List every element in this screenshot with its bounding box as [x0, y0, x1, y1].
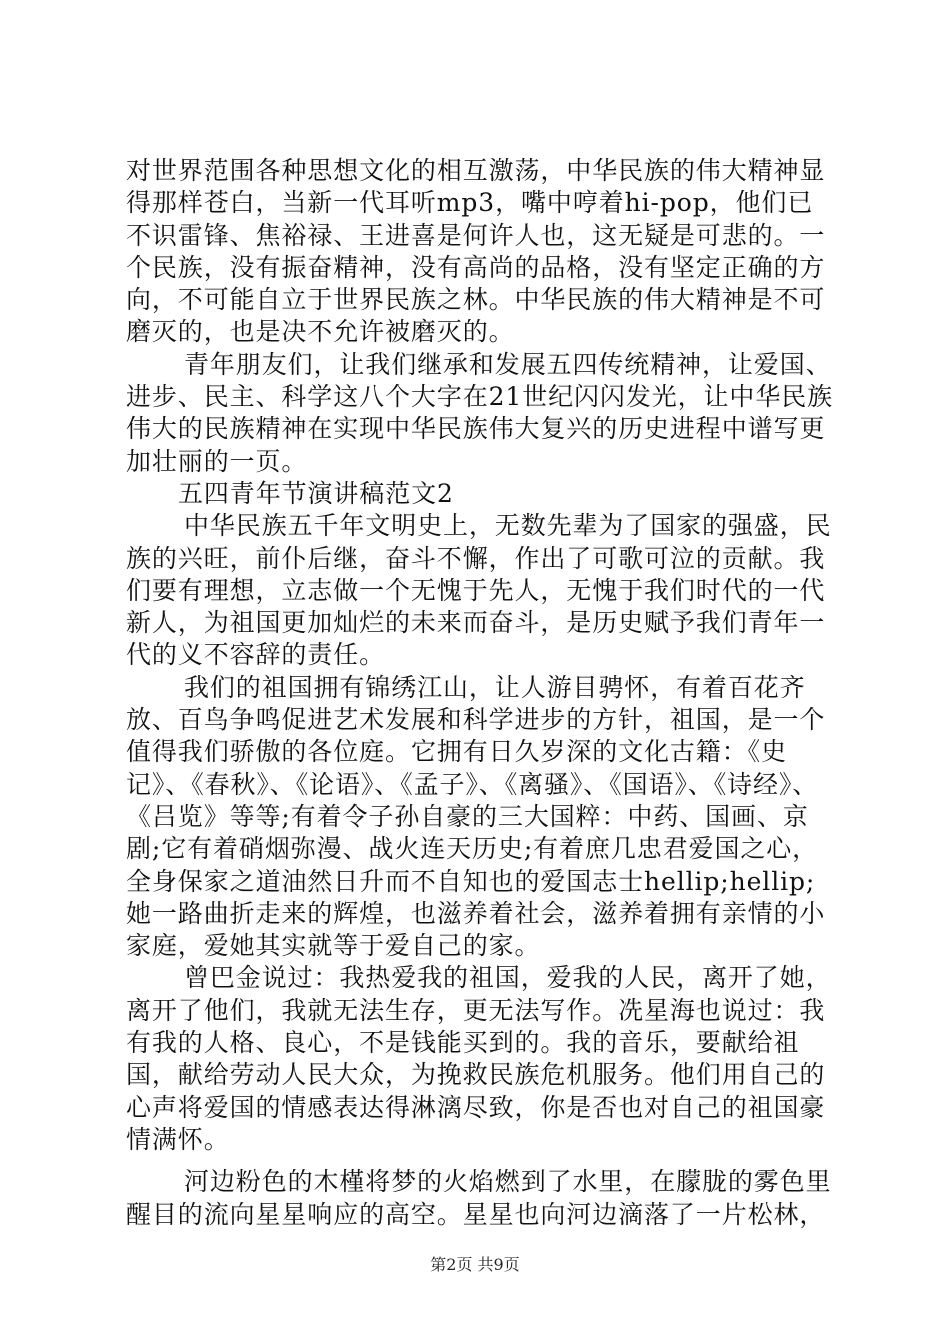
- paragraph-continuation: 对世界范围各种思想文化的相互激荡，中华民族的伟大精神显得那样苍白，当新一代耳听mp3，嘴中哼着hi-pop，他们已不识雷锋、焦裕禄、王进喜是何许人也，这无疑是可悲的。一个民族，没有振奋精神，没有高尚的品格，没有坚定正确的方向，不可能自立于世界民族之林。中华民族的伟大精神是不可磨灭的，也是决不允许被磨灭的。: [126, 156, 826, 347]
- document-body: [126, 155, 836, 1231]
- paragraph-motherland: 我们的祖国拥有锦绣江山，让人游目骋怀，有着百花齐放、百鸟争鸣促进艺术发展和科学进步的方针，祖国，是一个值得我们骄傲的各位庭。它拥有日久岁深的文化古籍：《史记》、《春秋》、《论语》、《孟子》、《离骚》、《国语》、《诗经》、《吕览》等等;有着令子孙自豪的三大国粹：中药、国画、京剧;它有着硝烟弥漫、战火连天历史;有着庶几忠君爱国之心，全身保家之道油然日升而不自知也的爱国志士hellip;hellip;她一路曲折走来的辉煌，也滋养着社会，滋养着拥有亲情的小家庭，爱她其实就等于爱自己的家。: [126, 672, 826, 961]
- page-number-footer: 第2页 共9页: [430, 1255, 520, 1274]
- section-heading: 五四青年节演讲稿范文2: [178, 478, 454, 508]
- paragraph-history: 中华民族五千年文明史上，无数先辈为了国家的强盛，民族的兴旺，前仆后继，奋斗不懈，作出了可歌可泣的贡献。我们要有理想，立志做一个无愧于先人，无愧于我们时代的一代新人，为祖国更加灿烂的未来而奋斗，是历史赋予我们青年一代的义不容辞的责任。: [126, 511, 832, 670]
- paragraph-youth-call: 青年朋友们，让我们继承和发展五四传统精神，让爱国、进步、民主、科学这八个大字在21世纪闪闪发光，让中华民族伟大的民族精神在实现中华民族伟大复兴的历史进程中谱写更加壮丽的一页。: [126, 349, 834, 476]
- paragraph-quotes: 曾巴金说过：我热爱我的祖国，爱我的人民，离开了她，离开了他们，我就无法生存，更无法写作。冼星海也说过：我有我的人格、良心，不是钱能买到的。我的音乐，要献给祖国，献给劳动人民大众，为挽救民族危机服务。他们用自己的心声将爱国的情感表达得淋漓尽致，你是否也对自己的祖国豪情满怀。: [126, 963, 832, 1154]
- paragraph-riverside: 河边粉色的木槿将梦的火焰燃到了水里，在朦胧的雾色里醒目的流向星星响应的高空。星星也向河边滴落了一片松林，: [126, 1167, 832, 1229]
